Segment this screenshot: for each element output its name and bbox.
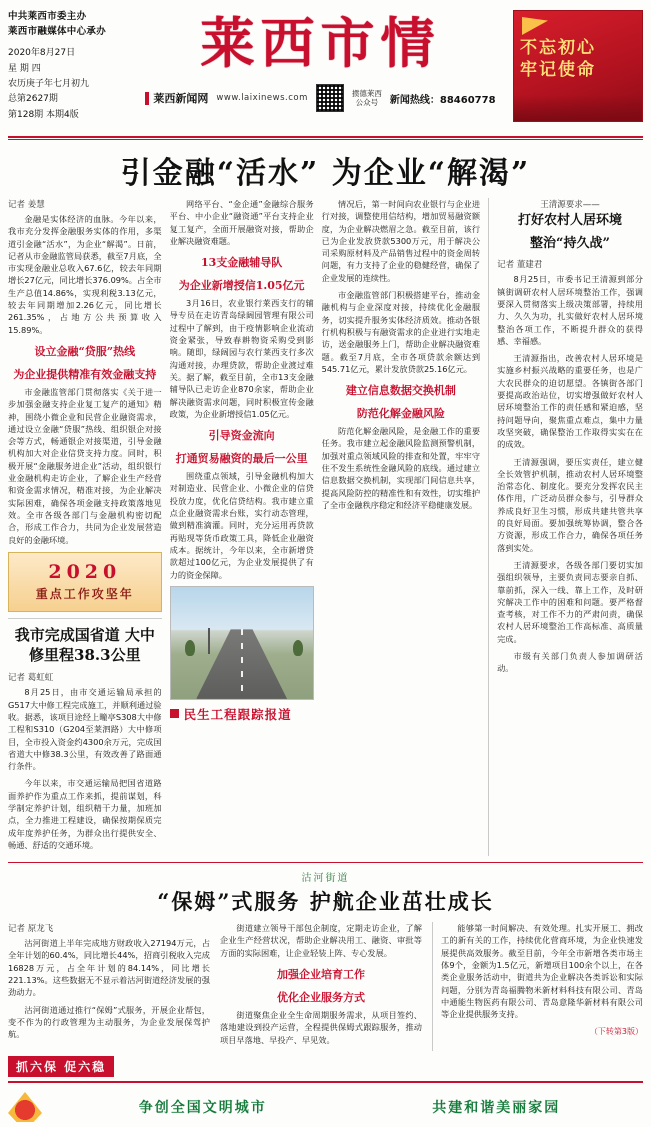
article-paragraph: 8月25日，市委书记王清源到部分镇街调研农村人居环境整治工作，强调要深入贯彻落实上级决策部署，持续用力、久久为功，扎实做好农村人居环境整治各项工作，不断提升群众的获得感、幸福感。	[497, 274, 643, 346]
masthead-sub-row	[128, 84, 513, 112]
article-paragraph: 街道建立领导干部包企制度，定期走访企业，了解企业生产经营状况，帮助企业解决用工、融资、审批等方面的实际困难，让企业轻装上阵、专心发展。	[220, 923, 422, 958]
divider-red-thin	[8, 139, 643, 140]
column-c	[322, 198, 480, 856]
byline: 记者 葛虹虹	[8, 673, 54, 684]
byline: 记者 董建君	[497, 260, 543, 271]
subheading: 加强企业培育工作	[277, 968, 365, 982]
masthead-center	[128, 6, 513, 112]
lunar-date: 农历庚子年七月初九	[8, 79, 90, 90]
lower-column-1	[8, 922, 210, 1051]
article-paragraph: 市金融监管部门贯彻落实《关于进一步加强金融支持企业复工复产的通知》精神，围绕小微企业和民营企业融资需求，通过设立金融“贷服”热线、组织银企对接会等方式，畅通银企对接渠道，引导金融机构加大对企业信贷支持力度。同时，积极开展“金融服务进企业”活动，组织银行业金融机构走访企业，了解企业生产经营和资金需求情况，精准对接，为企业解决实际困难，确保各项金融支持政策落地见效。全市各级各部门与金融机构密切配合，形成工作合力，共同为企业发展营造良好的金融环境。	[8, 386, 162, 545]
footer	[8, 1081, 643, 1127]
byline: 记者 姜慧	[8, 200, 45, 210]
divider	[8, 618, 162, 619]
page-title: 引金融“活水” 为企业“解渴”	[120, 156, 531, 191]
article-paragraph: 市金融监管部门积极搭建平台，推动金融机构与企业深度对接，持续优化金融服务，切实提升服务实体经济质效。推动各银行机构积极与有融资需求的企业进行实地走访，送金融服务上门，帮助企业解决融资难题。截至7月底，全市各项贷款余额达到545.71亿元，累计发放贷款25.16亿元。	[321, 290, 481, 374]
lower-article	[8, 862, 643, 1051]
road-marking	[241, 629, 243, 698]
subheading: 设立金融“贷服”热线	[34, 344, 136, 358]
issue-date: 2020年8月27日	[8, 48, 76, 59]
footer-slogan-tag: 抓六保 促六稳	[8, 1056, 114, 1077]
site-logo-label: 莱西新闻网	[153, 92, 209, 105]
subheading: 13支金融辅导队	[200, 256, 283, 270]
article-paragraph: 街道聚焦企业全生命周期服务需求，从项目签约、落地建设到投产运营，全程提供保姆式跟踪服务，推动项目早落地、早投产、早见效。	[220, 1010, 422, 1045]
masthead	[8, 6, 643, 134]
subheading: 优化企业服务方式	[277, 991, 365, 1005]
qr-code-icon[interactable]	[316, 84, 344, 112]
qr-caption-line-1: 掼德莱西	[351, 88, 382, 98]
campaign-year: 2020	[48, 561, 122, 584]
banner-slogan-line-2: 牢记使命	[520, 60, 596, 81]
article-paragraph: 王清源强调，要压实责任，建立健全长效管护机制，推动农村人居环境整治常态化、制度化。要充分发挥农民主体作用，广泛动员群众参与，引导群众养成良好卫生习惯，形成共建共管共享的良好局面。要加强统筹协调，整合各方资源，形成工作合力，确保各项任务落到实处。	[497, 456, 643, 553]
footer-slogan-row	[8, 1056, 643, 1077]
article-paragraph: 王清源要求，各级各部门要切实加强组织领导，主要负责同志要亲自抓、靠前抓，深入一线、靠上工作，及时研究解决工作中的困难和问题。要严格督查考核，对工作不力的严肃问责，确保农村人居环境整治工作高标准、高质量完成。	[497, 559, 643, 644]
subheading: 引导资金流向	[208, 429, 275, 443]
article-paragraph: 王清源指出，改善农村人居环境是实施乡村振兴战略的重要任务，也是广大农民群众的迫切愿望。各镇街各部门要提高政治站位，切实增强做好农村人居环境整治工作的责任感和紧迫感，坚持问题导向，聚焦重点难点，集中力量攻坚突破，确保整治工作取得实实在在的成效。	[497, 353, 643, 450]
publisher-line-1: 中共莱西市委主办	[8, 11, 87, 22]
lower-column-3	[432, 922, 643, 1051]
tree-icon	[185, 640, 195, 656]
column-a	[8, 198, 162, 856]
article-paragraph: 能够第一时间解决、有效处理。扎实开展工、拥改工的新有关的工作，持续优化营商环境，为企业快速发展提供高效服务。截至目前，今年全市新增各类市场主体9个，金额为1.5亿元，新增项目100余个以上，在各类企业服务活动中，街道共为企业解决各类诉讼和实际问题，分别为青岛福腾物米新材料科技有限公司、青岛中通能生物医药有限公司、青岛意隆华新材料有限公司等企业提供服务支持。	[441, 923, 643, 1020]
section-tag	[170, 705, 314, 723]
footer-slogan-left: 争创全国文明城市	[138, 1099, 267, 1116]
article-paragraph: 沽河街道通过推行“保姆”式服务，开展企业帮包，变不作为的行政管理为主动服务，为企业发展保驾护航。	[8, 1004, 210, 1040]
date-block	[8, 46, 128, 122]
subheading: 建立信息数据交换机制	[345, 384, 456, 398]
article-paragraph: 防范化解金融风险，是金融工作的重要任务。我市建立起金融风险监测预警机制，加强对重点领域风险的排查和处置，牢牢守住不发生系统性金融风险的底线。通过建立信息数据交换机制，实现部门间信息共享，提高风险防控的精准性和有效性，切实维护了全市金融秩序稳定和经济平稳健康发展。	[321, 426, 481, 510]
feature-photo	[170, 586, 314, 700]
qr-caption	[352, 89, 382, 108]
issue-total: 总第2627期	[8, 94, 58, 105]
column-d	[488, 198, 643, 856]
civilization-logo-icon	[8, 1092, 42, 1122]
tower-icon	[208, 628, 210, 654]
site-logo[interactable]	[145, 90, 208, 106]
subheading: 打通贸易融资的最后一公里	[175, 452, 308, 466]
site-url[interactable]: www.laixinews.com	[216, 93, 308, 103]
campaign-text: 重点工作攻坚年	[35, 587, 134, 602]
weekday: 星 期 四	[8, 63, 41, 74]
lower-column-2	[220, 922, 422, 1051]
flag-icon	[522, 17, 548, 35]
newspaper-title: 莱西市情	[200, 11, 441, 75]
article-paragraph: 情况后，第一时间向农业银行与企业进行对接，调整使用信结构，增加贸易融资额度，为企业解决燃眉之急。截至目前，该行已为企业发放贷款5300万元，用于解决公司采购原材料及产品销售过程中的资金周转问题，有力支持了企业的稳健经营，确保了企业发展的连续性。	[321, 199, 481, 283]
section-tag-label: 民生工程跟踪报道	[183, 706, 292, 722]
news-hotline: 新闻热线：88460778	[389, 94, 496, 106]
issue-number: 第128期 本期4版	[8, 109, 79, 120]
article-paragraph: 网络平台、“金企通”金融综合服务平台、中小企业“融资通”平台支持企业复工复产，全面开展融资对接，帮助企业解决融资难题。	[169, 199, 314, 246]
article-paragraph: 沽河街道上半年完成地方财政收入27194万元，占全年计划的60.4%，同比增长44%，招商引税收入完成16828万元，占全年计划的84.14%，同比增长221.13%。这些数据无不显示着沽河街道经济发展的强劲动力。	[8, 938, 210, 998]
main-columns	[8, 198, 643, 856]
article-paragraph: 今年以来，市交通运输局把国省道路面养护作为重点工作来抓，提前谋划，科学制定养护计划，组织精干力量，加班加点，全力推进工程建设，确保按期保质完成年度养护任务，为群众出行提供安全、畅通、舒适的交通环境。	[8, 778, 162, 850]
lower-kicker: 沽河街道	[301, 873, 350, 885]
masthead-left	[8, 6, 128, 123]
banner-slogan	[520, 37, 596, 81]
campaign-banner	[8, 552, 162, 612]
article-paragraph: 围绕重点领域，引导金融机构加大对制造业、民营企业、小微企业的信贷投放力度，优化信贷结构。我市建立重点企业融资需求台账，实行动态管理，做到精准滴灌。同时，充分运用再贷款再贴现等货币政策工具，降低企业融资成本。据统计，今年以来，全市新增贷款超过100亿元，为企业发展提供了有力的资金保障。	[169, 471, 314, 580]
secondary-headline: 我市完成国省道 大中修里程38.3公里	[14, 625, 155, 665]
section-tag-icon	[170, 709, 179, 718]
subheading: 防范化解金融风险	[356, 407, 445, 421]
lower-headline: “保姆”式服务 护航企业茁壮成长	[157, 889, 494, 915]
secondary-headline: 打好农村人居环境	[518, 213, 623, 228]
tree-icon	[293, 640, 303, 656]
qr-caption-line-2: 公众号	[355, 98, 379, 107]
footer-slogan-right: 共建和谐美丽家园	[432, 1099, 561, 1116]
masthead-banner-ad	[513, 10, 643, 122]
footer-slogans	[56, 1097, 643, 1117]
continued-note: （下转第3版）	[589, 1026, 643, 1036]
byline: 记者 原龙飞	[8, 924, 54, 935]
kicker: 王清源要求——	[540, 200, 600, 210]
subheading: 为企业新增授信1.05亿元	[178, 279, 305, 293]
article-paragraph: 3月16日，农业银行莱西支行的辅导专员在走访青岛绿阔园管理有限公司过程中了解到，由于疫情影响企业流动资金紧张，导致春耕物资采购受到影响。随即，绿阔园与农行莱西支行多次沟通对接，办理贷款，帮助企业渡过难关。据了解，截至目前，全市13支金融辅导队已走访企业870余家，帮助企业解决融资需求问题，同时积极宣传金融政策，为企业新增授信1.05亿元。	[169, 298, 314, 419]
banner-slogan-line-1: 不忘初心	[520, 38, 596, 58]
article-paragraph: 市级有关部门负责人参加调研活动。	[497, 650, 643, 674]
article-paragraph: 金融是实体经济的血脉。今年以来，我市充分发挥金融服务实体的作用，多渠道引金融“活水”，为企业“解渴”。日前，记者从市金融监管局获悉，截至7月底，全市实现金融业总收入67.6亿，较去年同期增长27亿元，同比增长376.09%。占全市生产总值14.86%，实现利税3.13亿元，较去年同期增加2.26亿元，同比增长261.35%，占地方公共预算收入15.89%。	[8, 214, 162, 335]
banner-gradient	[514, 95, 642, 121]
publisher-line-2: 莱西市融媒体中心承办	[8, 25, 107, 37]
article-paragraph: 8月25日，由市交通运输局承担的G517大中修工程完成施工，并顺利通过验收。据悉，该项目途经上疃亭S308大中修工程和S310（G204至莱泗路）大中修项目，全市投入资金约4300余万元，完成国省道大中修38.3公里，有效改善了路面通行条件。	[8, 687, 162, 772]
lower-columns	[8, 922, 643, 1051]
subheading: 为企业提供精准有效金融支持	[13, 367, 157, 381]
logo-bar-icon	[145, 92, 149, 105]
secondary-headline-2: 整治“持久战”	[530, 236, 611, 252]
divider-red-thick	[8, 136, 643, 138]
column-b	[170, 198, 314, 856]
